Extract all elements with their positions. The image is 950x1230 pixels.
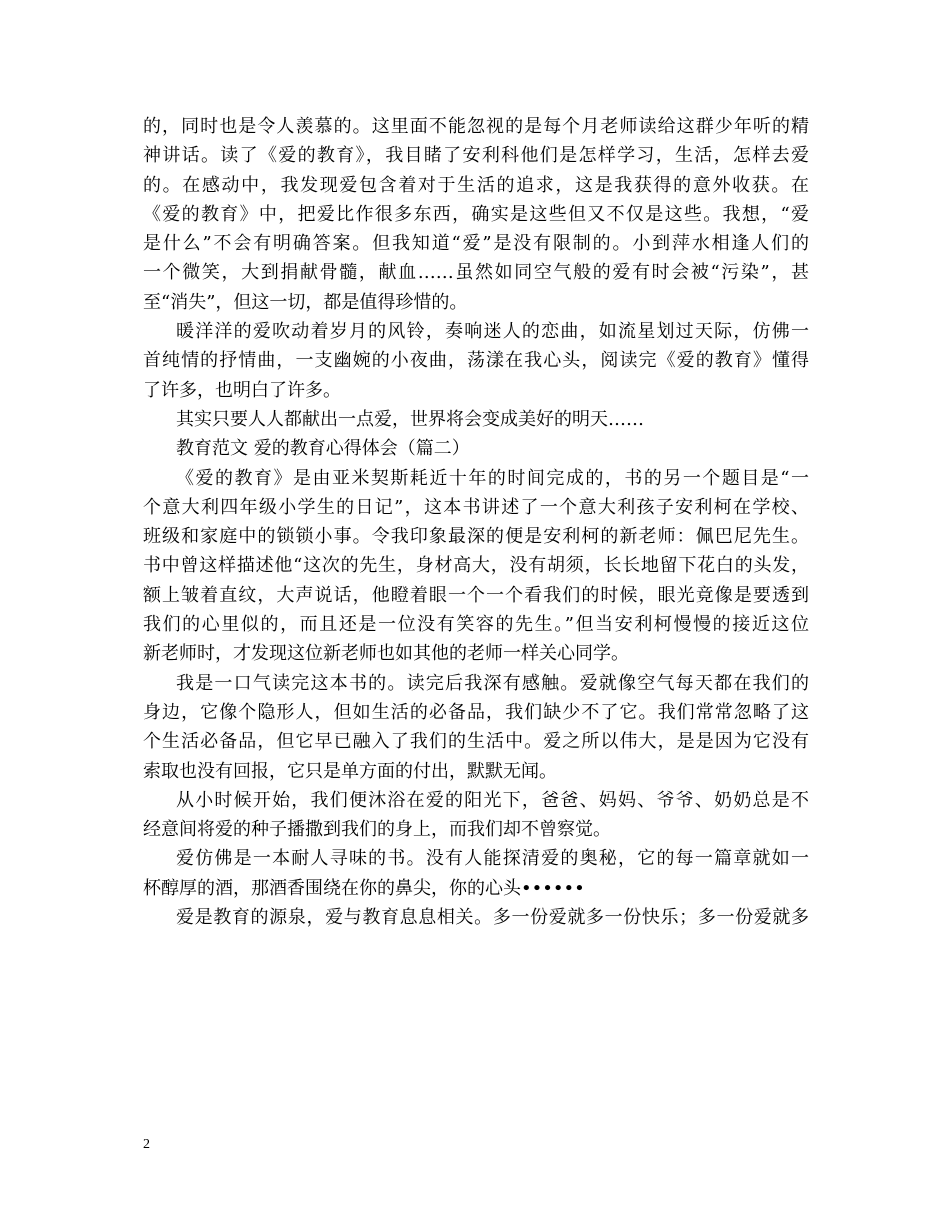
text-line: 额上皱着直纹，大声说话，他瞪着眼一个一个看我们的时候，眼光竟像是要透到 bbox=[143, 584, 809, 606]
paragraph bbox=[143, 669, 809, 786]
text-line: 个生活必备品，但它早已融入了我们的生活中。爱之所以伟大，是是因为它没有 bbox=[143, 731, 809, 753]
text-line: 身边，它像个隐形人，但如生活的必备品，我们缺少不了它。我们常常忽略了这 bbox=[143, 701, 809, 723]
text-line: 一个微笑，大到捐献骨髓，献血……虽然如同空气般的爱有时会被“污染”，甚 bbox=[143, 262, 809, 284]
heading-text: 教育范文 爱的教育心得体会（篇二） bbox=[176, 438, 470, 460]
paragraph bbox=[143, 405, 809, 434]
text-line: 我们的心里似的，而且还是一位没有笑容的先生。”但当安利柯慢慢的接近这位 bbox=[143, 614, 809, 636]
page-number: 2 bbox=[143, 1137, 150, 1152]
text-line: 爱仿佛是一本耐人寻味的书。没有人能探清爱的奥秘，它的每一篇章就如一 bbox=[176, 848, 809, 870]
text-line: 是什么”不会有明确答案。但我知道“爱”是没有限制的。小到萍水相逢人们的 bbox=[143, 233, 809, 255]
text-line: 至“消失”，但这一切，都是值得珍惜的。 bbox=[143, 291, 468, 313]
text-line: 其实只要人人都献出一点爱，世界将会变成美好的明天…… bbox=[176, 408, 644, 430]
text-line: 经意间将爱的种子播撒到我们的身上，而我们却不曾察觉。 bbox=[143, 819, 611, 841]
text-line: 的。在感动中，我发现爱包含着对于生活的追求，这是我获得的意外收获。在 bbox=[143, 174, 809, 196]
text-line: 个意大利四年级小学生的日记”，这本书讲述了一个意大利孩子安利柯在学校、 bbox=[143, 496, 809, 518]
section-heading bbox=[143, 434, 809, 463]
text-line: 爱是教育的源泉，爱与教育息息相关。多一份爱就多一份快乐；多一份爱就多 bbox=[176, 907, 809, 929]
text-line: 《爱的教育》是由亚米契斯耗近十年的时间完成的，书的另一个题目是“一 bbox=[176, 467, 809, 489]
text-line: 我是一口气读完这本书的。读完后我深有感触。爱就像空气每天都在我们的 bbox=[176, 672, 809, 694]
text-line: 神讲话。读了《爱的教育》，我目睹了安利科他们是怎样学习，生活，怎样去爱 bbox=[143, 145, 809, 167]
paragraph bbox=[143, 786, 809, 845]
text-line: 暖洋洋的爱吹动着岁月的风铃，奏响迷人的恋曲，如流星划过天际，仿佛一 bbox=[176, 321, 809, 343]
paragraph bbox=[143, 844, 809, 903]
paragraph bbox=[143, 903, 809, 932]
text-line: 首纯情的抒情曲，一支幽婉的小夜曲，荡漾在我心头，阅读完《爱的教育》懂得 bbox=[143, 350, 809, 372]
text-line: 班级和家庭中的锁锁小事。令我印象最深的便是安利柯的新老师：佩巴尼先生。 bbox=[143, 526, 809, 548]
paragraph-continuation bbox=[143, 112, 809, 317]
paragraph bbox=[143, 317, 809, 405]
text-line: 杯醇厚的酒，那酒香围绕在你的鼻尖，你的心头•••••• bbox=[143, 877, 585, 899]
document-body bbox=[143, 112, 809, 932]
paragraph bbox=[143, 464, 809, 669]
text-line: 书中曾这样描述他“这次的先生，身材高大，没有胡须，长长地留下花白的头发， bbox=[143, 555, 809, 577]
text-line: 从小时候开始，我们便沐浴在爱的阳光下，爸爸、妈妈、爷爷、奶奶总是不 bbox=[176, 789, 809, 811]
text-line: 《爱的教育》中，把爱比作很多东西，确实是这些但又不仅是这些。我想，“爱 bbox=[143, 203, 809, 225]
text-line: 了许多，也明白了许多。 bbox=[143, 379, 341, 401]
text-line: 的，同时也是令人羡慕的。这里面不能忽视的是每个月老师读给这群少年听的精 bbox=[143, 116, 809, 137]
text-line: 索取也没有回报，它只是单方面的付出，默默无闻。 bbox=[143, 760, 557, 782]
text-line: 新老师时，才发现这位新老师也如其他的老师一样关心同学。 bbox=[143, 643, 629, 665]
